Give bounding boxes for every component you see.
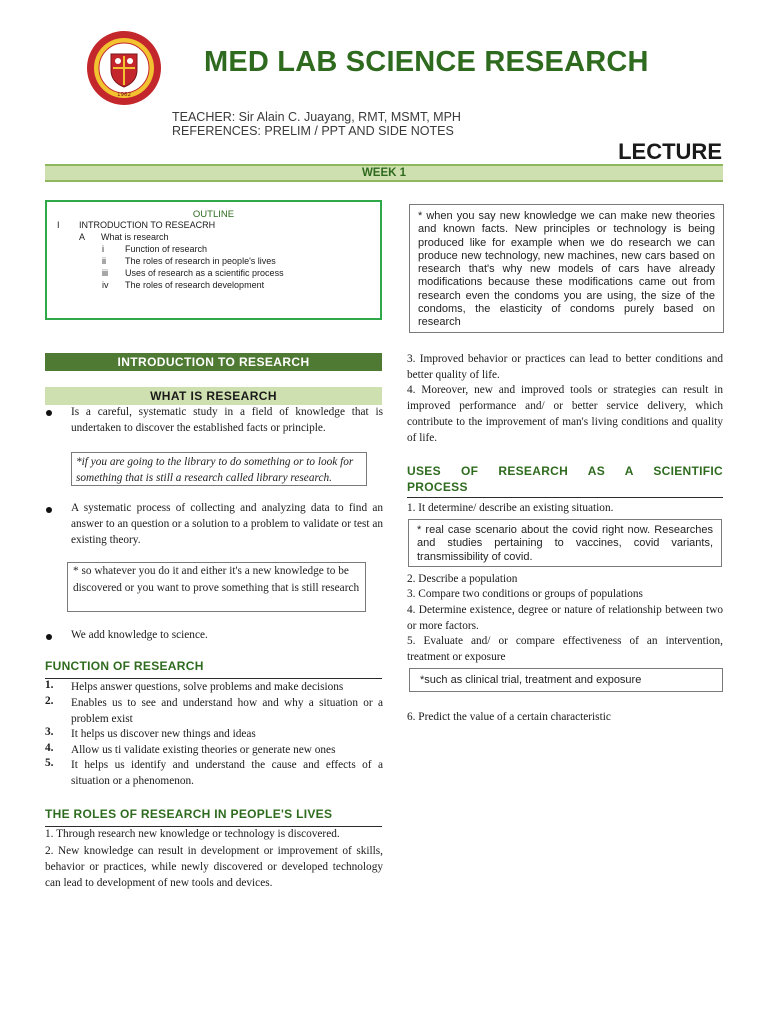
function-heading: FUNCTION OF RESEARCH (45, 659, 382, 679)
uses-item: 3. Compare two conditions or groups of populations (407, 588, 643, 600)
function-item: Allow us ti validate existing theories or generate new ones (71, 744, 336, 756)
bullet-dot (46, 410, 52, 416)
uses-heading-line1: USES OF RESEARCH AS A SCIENTIFIC (407, 464, 723, 478)
outline-title: OUTLINE (192, 209, 235, 220)
bullet-dot (46, 634, 52, 640)
note-box: * so whatever you do it and either it's a new knowledge to be discovered or you want to prove something that is still research (67, 562, 366, 612)
note-box: *such as clinical trial, treatment and exposure (409, 668, 723, 692)
list-number: 5. (45, 757, 54, 769)
list-number: 3. (45, 726, 54, 738)
week-bar: WEEK 1 (45, 164, 723, 182)
bullet-text: Is a careful, systematic study in a field of knowledge that is undertaken to discover the established facts or principle. (71, 406, 383, 434)
logo-year: 1962 (117, 92, 131, 98)
function-item: Helps answer questions, solve problems and make decisions (71, 681, 344, 693)
roles-heading: THE ROLES OF RESEARCH IN PEOPLE'S LIVES (45, 807, 382, 827)
uses-item: 2. Describe a population (407, 573, 518, 585)
uses-item: 6. Predict the value of a certain characteristic (407, 711, 611, 723)
lecture-label: LECTURE (618, 139, 722, 164)
note-box: * when you say new knowledge we can make new theories and known facts. New principles or technology is being produced like for example when we do research we can produce new technology, new machines, new cars based on research that's why new models of cars have already modifications because these modifications came out from research even the condoms you are using, the size of the condoms, the elasticity of condoms purely based on research (409, 204, 724, 333)
bullet-text: A systematic process of collecting and analyzing data to find an answer to an question or a solution to a problem to validate or test an existing theory. (71, 502, 383, 546)
roles-paragraph: 1. Through research new knowledge or technology is discovered. (45, 828, 340, 840)
note-box: * real case scenario about the covid right now. Researches and studies pertaining to vaccines, covid variants, transmissibility of covid. (408, 519, 722, 567)
intro-heading: INTRODUCTION TO RESEARCH (45, 353, 382, 371)
outline-box: OUTLINE I INTRODUCTION TO RESEACRH A What is research i Function of research ii The roles of research in people's lives iii Uses of research as a scientific process iv The roles of research development (45, 200, 382, 320)
bullet-text: We add knowledge to science. (71, 629, 208, 641)
references-line: REFERENCES: PRELIM / PPT AND SIDE NOTES (172, 124, 454, 138)
what-is-research-heading: WHAT IS RESEARCH (45, 387, 382, 405)
function-item: Enables us to see and understand how and why a situation or a problem exist (71, 697, 383, 725)
function-item: It helps us identify and understand the cause and effects of a situation or a phenomenon. (71, 759, 383, 787)
function-item: It helps us discover new things and ideas (71, 728, 256, 740)
uses-item: 1. It determine/ describe an existing situation. (407, 502, 614, 514)
roles-paragraph: 2. New knowledge can result in development or improvement of skills, behavior or practices, while newly discovered or developed technology can lead to development of new tools and devices. (45, 845, 383, 889)
list-number: 4. (45, 742, 54, 754)
page-title: MED LAB SCIENCE RESEARCH (204, 46, 649, 78)
teacher-line: TEACHER: Sir Alain C. Juayang, RMT, MSMT, MPH (172, 110, 461, 124)
list-number: 2. (45, 695, 54, 707)
roles-paragraph: 3. Improved behavior or practices can lead to better conditions and better quality of life. (407, 353, 723, 381)
uses-item: 4. Determine existence, degree or nature of relationship between two or more factors. (407, 604, 723, 632)
school-seal-logo (86, 30, 162, 106)
uses-item: 5. Evaluate and/ or compare effectiveness of an intervention, treatment or exposure (407, 635, 723, 663)
list-number: 1. (45, 679, 54, 691)
note-box: *if you are going to the library to do something or to look for something that is still a research called library research. (71, 452, 367, 486)
bullet-dot (46, 507, 52, 513)
roles-paragraph: 4. Moreover, new and improved tools or strategies can result in improved performance and/ or better service delivery, which contribute to the improvement of man's living conditions and quality of life. (407, 384, 723, 444)
